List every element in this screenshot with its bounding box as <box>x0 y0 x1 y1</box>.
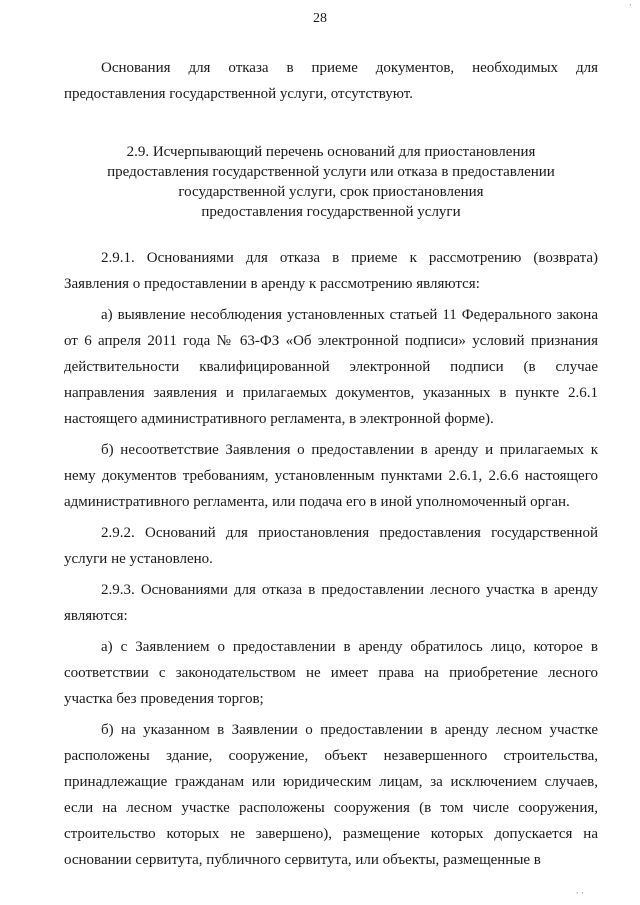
clause-2-9-1-a: а) выявление несоблюдения установленных статьей 11 Федерального закона от 6 апреля 2011 года № 63-ФЗ «Об электронной подписи» условий признания действительности квалифицированной электронной подписи (в случае направления заявления и прилагаемых документов, указанных в пункте 2.6.1 настоящего административного регламента, в электронной форме). <box>64 307 598 427</box>
intro-paragraph: Основания для отказа в приеме документов, необходимых для предоставления государственной услуги, отсутствуют. <box>64 60 598 102</box>
section-title <box>64 142 598 222</box>
clause-2-9-2: 2.9.2. Оснований для приостановления предоставления государственной услуги не установлено. <box>64 525 598 567</box>
section-title-line: предоставления государственной услуги <box>201 204 461 220</box>
scan-corner-mark: ⋅ <box>628 0 632 10</box>
clause-2-9-1-b: б) несоответствие Заявления о предоставлении в аренду и прилагаемых к нему документов требованиям, установленным пунктами 2.6.1, 2.6.6 настоящего административного регламента, или подача его в иной уполномоченный орган. <box>64 442 598 510</box>
clause-2-9-3: 2.9.3. Основаниями для отказа в предоставлении лесного участка в аренду являются: <box>64 582 598 624</box>
section-title-line: предоставления государственной услуги или отказа в предоставлении <box>107 164 555 180</box>
section-title-line: 2.9. Исчерпывающий перечень оснований для приостановления <box>126 144 536 160</box>
document-body <box>64 55 598 873</box>
page-number: 28 <box>313 11 327 26</box>
section-title-line: государственной услуги, срок приостановления <box>178 184 484 200</box>
scan-corner-mark: ⋅ ⋅ <box>575 888 584 898</box>
clause-2-9-3-a: а) с Заявлением о предоставлении в аренду обратилось лицо, которое в соответствии с законодательством не имеет права на приобретение лесного участка без проведения торгов; <box>64 639 598 707</box>
clause-2-9-1: 2.9.1. Основаниями для отказа в приеме к рассмотрению (возврата) Заявления о предоставлении в аренду к рассмотрению являются: <box>64 250 598 292</box>
clause-2-9-3-b: б) на указанном в Заявлении о предоставлении в аренду лесном участке расположены здание, сооружение, объект незавершенного строительства, принадлежащие гражданам или юридическим лицам, за исключением случаев, если на лесном участке расположены сооружения (в том числе сооружения, строительство которых не завершено), размещение которых допускается на основании сервитута, публичного сервитута, или объекты, размещенные в <box>64 722 598 868</box>
